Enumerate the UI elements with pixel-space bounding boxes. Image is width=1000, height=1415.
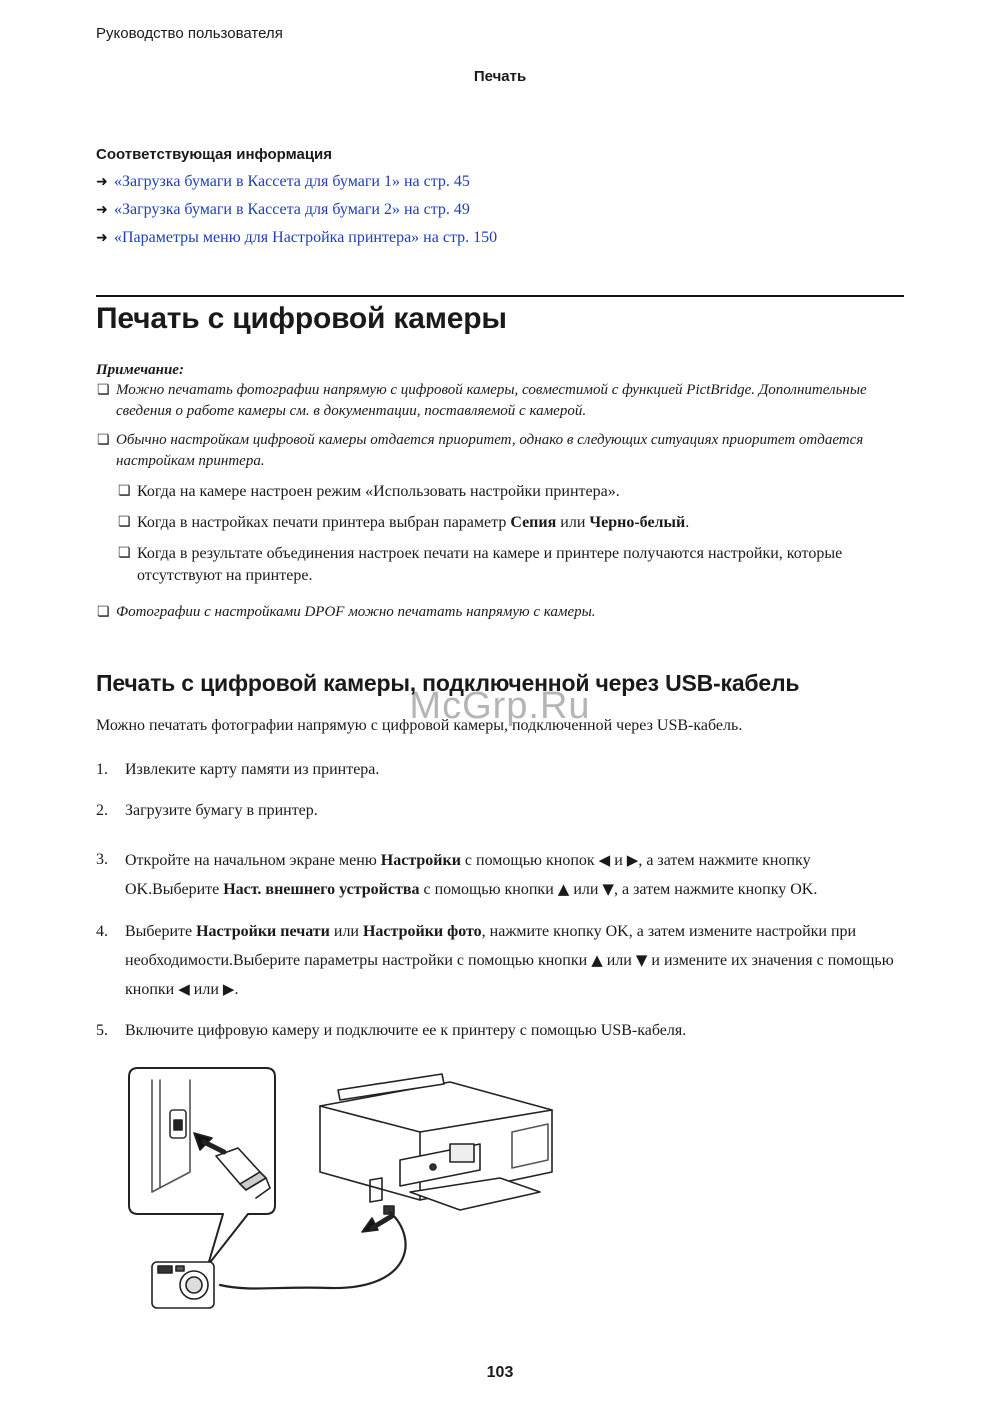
arrow-right-icon: ➜ <box>96 231 108 246</box>
checkbox-bullet-icon: ❏ <box>97 433 110 448</box>
term-sepia: Сепия <box>510 514 557 531</box>
camera-usb-connection-illustration <box>120 1060 570 1325</box>
running-header: Руководство пользователя <box>96 25 283 42</box>
step-3 <box>96 846 906 904</box>
page-title: Печать с цифровой камеры <box>96 302 507 335</box>
term-print-settings: Настройки печати <box>196 923 330 940</box>
step-text: Выберите Настройки печати или Настройки фото, нажмите кнопку OK, а затем измените настройки при необходимости.Выберите параметры настройки с помощью кнопки ▲ или ▼ и измените их значения с помощью кнопки ◀ или ▶. <box>125 923 894 998</box>
related-link-item <box>96 229 497 257</box>
arrow-right-icon: ➜ <box>96 203 108 218</box>
term-settings: Настройки <box>380 852 461 869</box>
note-subitem <box>118 543 877 587</box>
related-link-item <box>96 201 497 229</box>
link-cassette-2[interactable]: «Загрузка бумаги в Кассета для бумаги 2» на стр. 49 <box>114 201 470 218</box>
note-subitem <box>118 512 877 534</box>
section-header: Печать <box>473 68 527 85</box>
related-links-list <box>96 173 497 257</box>
checkbox-bullet-icon: ❏ <box>118 515 131 530</box>
usb-section-title: Печать с цифровой камеры, подключенной через USB-кабель <box>96 670 800 696</box>
related-link-item <box>96 173 497 201</box>
left-arrow-icon: ◀ <box>178 980 190 998</box>
watermark: McGrp.Ru <box>409 685 591 727</box>
step-1 <box>96 756 906 784</box>
link-printer-settings[interactable]: «Параметры меню для Настройка принтера» на стр. 150 <box>114 229 498 246</box>
subitem-text: Когда в настройках печати принтера выбран параметр <box>137 514 511 531</box>
right-arrow-icon: ▶ <box>222 980 235 998</box>
note-text: Фотографии с настройками DPOF можно печатать напрямую с камеры. <box>116 604 596 620</box>
up-arrow-icon: ▲ <box>557 880 570 898</box>
checkbox-bullet-icon: ❏ <box>97 383 110 398</box>
page-number: 103 <box>486 1364 514 1381</box>
subitem-text: Когда в результате объединения настроек печати на камере и принтере получаются настройки, которые отсутствуют на принтере. <box>137 545 843 584</box>
step-number: 4. <box>96 923 108 940</box>
usb-intro: Можно печатать фотографии напрямую с цифровой камеры, подключенной через USB-кабель. <box>96 717 743 734</box>
step-number: 2. <box>96 802 108 819</box>
section-rule <box>96 295 904 297</box>
note-text: Можно печатать фотографии напрямую с цифровой камеры, совместимой с функцией PictBridge. Дополнительные сведения о работе камеры см. в документации, поставляемой с камерой. <box>116 382 867 419</box>
step-number: 3. <box>96 851 108 868</box>
checkbox-bullet-icon: ❏ <box>118 546 131 561</box>
step-text: Загрузите бумагу в принтер. <box>125 802 318 819</box>
note-item <box>97 430 886 472</box>
step-text: Откройте на начальном экране меню Настройки с помощью кнопок ◀ и ▶, а затем нажмите кнопку OK.Выберите Наст. внешнего устройства с помощью кнопки ▲ или ▼, а затем нажмите кнопку OK. <box>125 851 818 898</box>
checkbox-bullet-icon: ❏ <box>97 605 110 620</box>
subitem-text: или <box>556 514 590 531</box>
step-text: Включите цифровую камеру и подключите ее к принтеру с помощью USB-кабеля. <box>125 1022 687 1039</box>
down-arrow-icon: ▼ <box>635 951 648 969</box>
term-external-device: Наст. внешнего устройства <box>223 881 420 898</box>
subitem-text: Когда на камере настроен режим «Использовать настройки принтера». <box>137 483 620 500</box>
step-5 <box>96 1017 906 1045</box>
step-text: Извлеките карту памяти из принтера. <box>125 761 380 778</box>
step-number: 5. <box>96 1022 108 1039</box>
related-info-title: Соответствующая информация <box>96 146 333 163</box>
term-bw: Черно-белый <box>589 514 686 531</box>
note-label: Примечание: <box>96 362 184 378</box>
step-4 <box>96 918 906 1004</box>
note-text: Обычно настройкам цифровой камеры отдается приоритет, однако в следующих ситуациях приоритет отдается настройкам принтера. <box>116 432 864 469</box>
note-subitem <box>118 481 877 503</box>
term-photo-settings: Настройки фото <box>362 923 482 940</box>
link-cassette-1[interactable]: «Загрузка бумаги в Кассета для бумаги 1» на стр. 45 <box>114 173 470 190</box>
note-item <box>97 380 876 422</box>
arrow-right-icon: ➜ <box>96 175 108 190</box>
subitem-text: . <box>685 514 690 531</box>
down-arrow-icon: ▼ <box>602 880 614 898</box>
right-arrow-icon: ▶ <box>626 851 639 869</box>
up-arrow-icon: ▲ <box>591 951 603 969</box>
left-arrow-icon: ◀ <box>598 851 611 869</box>
step-2 <box>96 797 906 825</box>
step-number: 1. <box>96 761 108 778</box>
checkbox-bullet-icon: ❏ <box>118 484 131 499</box>
note-item <box>97 602 876 623</box>
